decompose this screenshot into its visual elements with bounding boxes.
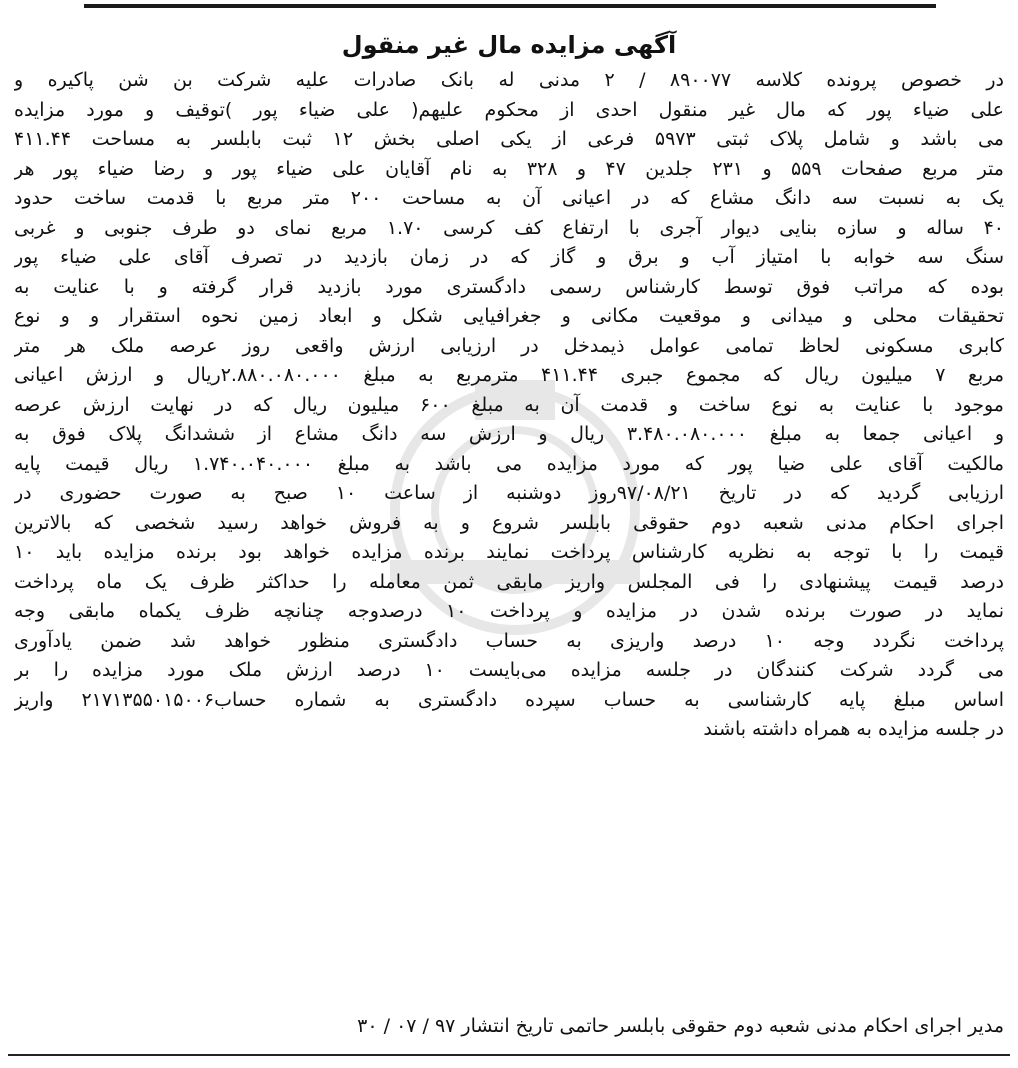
body-line: کابری مسکونی لحاظ تمامی عوامل ذیمدخل در ارزیابی ارزش واقعی روز عرصه ملک هر متر <box>14 334 1004 357</box>
body-line: موجود با عنایت به نوع ساخت و قدمت آن به مبلغ ۶۰۰ میلیون ریال که در نهایت ارزش عرصه <box>14 393 1004 416</box>
body-line: اجرای احکام مدنی شعبه دوم حقوقی بابلسر شروع و به فروش خواهد رسید شخصی که بالاترین <box>14 511 1004 534</box>
body-line: قیمت را با توجه به نظریه کارشناس پرداخت نمایند برنده مزایده خواهد بود برنده مزایده باید ۱۰ <box>14 541 1004 563</box>
body-line: نماید در صورت برنده شدن در مزایده و پرداخت ۱۰ درصدوجه چنانچه ظرف یکماه مابقی وجه <box>14 600 1004 622</box>
body-line: مالکیت آقای علی ضیا پور که مورد مزایده می باشد به مبلغ ۱.۷۴۰.۰۴۰.۰۰۰ ریال قیمت پایه <box>14 452 1004 475</box>
bottom-rule <box>8 1054 1010 1056</box>
body-line: در جلسه مزایده به همراه داشته باشند <box>703 718 1004 740</box>
body-line: پرداخت نگردد وجه ۱۰ درصد واریزی به حساب دادگستری منظور خواهد شد ضمن یادآوری <box>14 629 1004 652</box>
body-line: سنگ سه خوابه با امتیاز آب و برق و گاز که در زمان بازدید در تصرف آقای علی ضیاء پور <box>14 246 1004 268</box>
body-line: بوده که مراتب فوق توسط کارشناس رسمی دادگستری مورد بازدید قرار گرفته و با عنایت به <box>14 275 1004 298</box>
body-line: علی ضیاء پور که مال غیر منقول احدی از محکوم علیهم( علی ضیاء پور )توقیف و مورد مزایده <box>14 98 1004 121</box>
body-line: اساس مبلغ پایه کارشناسی به حساب سپرده دادگستری به شماره حساب۲۱۷۱۳۵۵۰۱۵۰۰۶ واریز <box>14 688 1004 711</box>
body-line: درصد قیمت پیشنهادی را فی المجلس واریز مابقی ثمن معامله را حداکثر ظرف یک ماه پرداخت <box>14 570 1004 593</box>
body-line: متر مربع صفحات ۵۵۹ و ۲۳۱ جلدین ۴۷ و ۳۲۸ به نام آقایان علی ضیاء پور و رضا ضیاء پور هر <box>14 157 1004 180</box>
notice-signature: مدیر اجرای احکام مدنی شعبه دوم حقوقی بابلسر حاتمی تاریخ انتشار ۹۷ / ۰۷ / ۳۰ <box>357 1015 1004 1037</box>
body-line: می باشد و شامل پلاک ثبتی ۵۹۷۳ فرعی از یکی اصلی بخش ۱۲ ثبت بابلسر به مساحت ۴۱۱.۴۴ <box>14 128 1004 150</box>
body-line: تحقیقات محلی و میدانی و موقعیت مکانی و جغرافیایی شکل و ابعاد زمین نحوه استقرار و و نوع <box>14 305 1004 327</box>
body-line: مربع ۷ میلیون ریال که مجموع جبری ۴۱۱.۴۴ مترمربع به مبلغ ۲.۸۸۰.۰۸۰.۰۰۰ریال و ارزش اعیانی <box>14 364 1004 386</box>
body-line: ارزیابی گردید که در تاریخ ۹۷/۰۸/۲۱روز دوشنبه از ساعت ۱۰ صبح به صورت حضوری در <box>14 482 1004 504</box>
body-line: و اعیانی جمعا به مبلغ ۳.۴۸۰.۰۸۰.۰۰۰ ریال و ارزش سه دانگ مشاع از ششدانگ پلاک فوق به <box>14 423 1004 445</box>
body-line: در خصوص پرونده کلاسه ۸۹۰۰۷۷ / ۲ مدنی له بانک صادرات علیه شرکت بن شن پاکیره و <box>14 69 1004 91</box>
notice-body <box>14 66 1004 745</box>
body-line: ۴۰ ساله و سازه بنایی دیوار آجری با ارتفاع کف کرسی ۱.۷۰ مربع نمای دو طرف جنوبی و غربی <box>14 216 1004 239</box>
top-rule <box>84 4 936 8</box>
body-line: می گردد شرکت کنندگان در جلسه مزایده می‌بایست ۱۰ درصد ارزش ملک مورد مزایده را بر <box>14 659 1004 681</box>
body-line: یک به نسبت سه دانگ مشاع که در اعیانی آن به مساحت ۲۰۰ متر مربع با قدمت ساخت حدود <box>14 187 1004 209</box>
notice-title: آگهی مزایده مال غیر منقول <box>341 31 677 59</box>
